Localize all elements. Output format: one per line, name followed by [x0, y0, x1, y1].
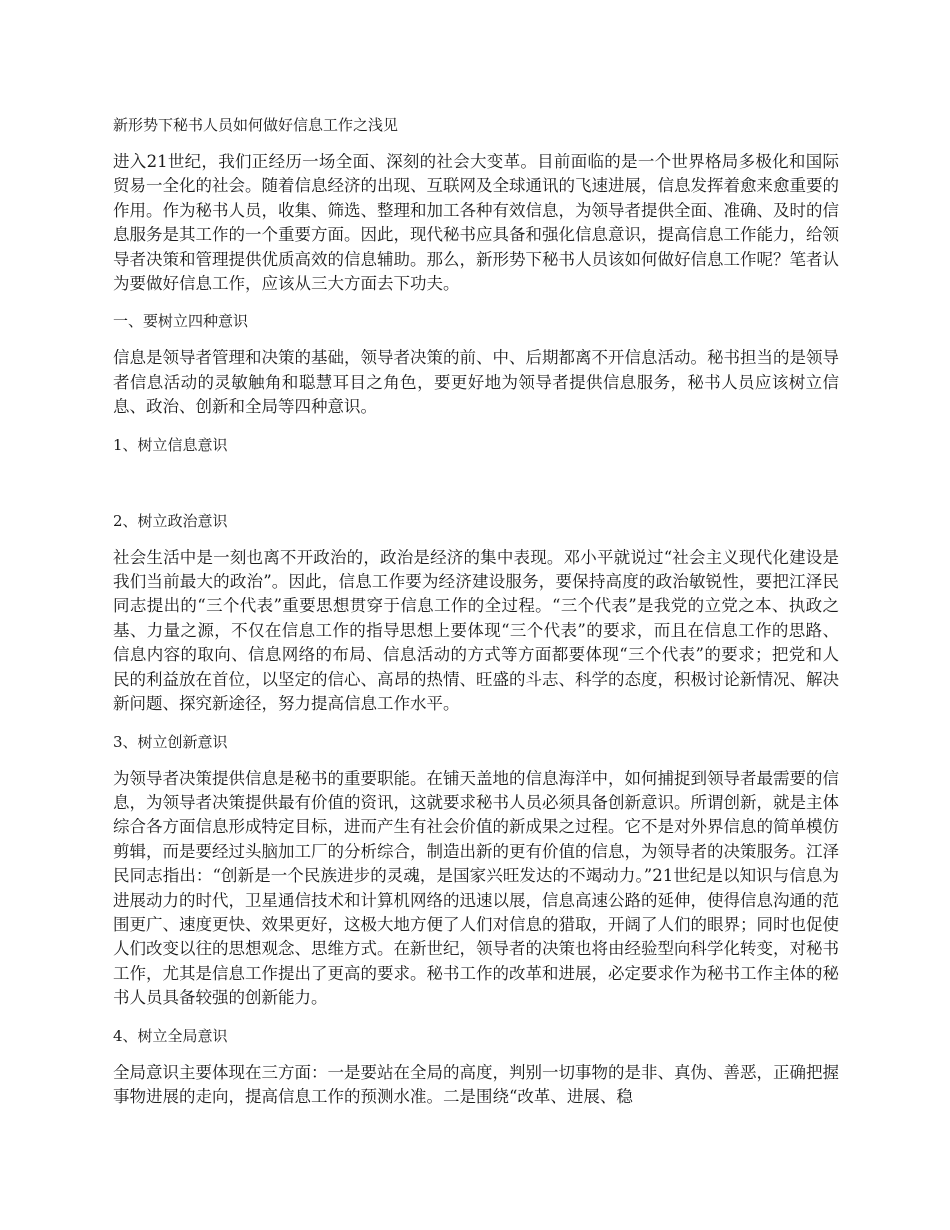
sub1-heading: 1、树立信息意识 — [113, 435, 228, 454]
section1-heading: 一、要树立四种意识 — [113, 312, 249, 331]
document-page — [113, 114, 839, 1123]
sub3-paragraph: 为领导者决策提供信息是秘书的重要职能。在铺天盖地的信息海洋中，如何捕捉到领导者最需要的信息，为领导者决策提供最有价值的资讯，这就要求秘书人员必须具备创新意识。所谓创新，就是主体综合各方面信息形成特定目标，进而产生有社会价值的新成果之过程。它不是对外界信息的简单模仿剪辑，而是要经过头脑加工厂的分析综合，制造出新的更有价值的信息，为领导者的决策服务。江泽民同志指出：“创新是一个民族进步的灵魂，是国家兴旺发达的不竭动力。”21世纪是以知识与信息为进展动力的时代，卫星通信技术和计算机网络的迅速以展，信息高速公路的延伸，使得信息沟通的范围更广、速度更快、效果更好，这极大地方便了人们对信息的猎取，开阔了人们的眼界；同时也促使人们改变以往的思想观念、思维方式。在新世纪，领导者的决策也将由经验型向科学化转变，对秘书工作，尤其是信息工作提出了更高的要求。秘书工作的改革和进展，必定要求作为秘书工作主体的秘书人员具备较强的创新能力。 — [113, 768, 839, 1008]
empty-space — [113, 470, 839, 510]
sub3-heading: 3、树立创新意识 — [113, 732, 228, 751]
section1-paragraph: 信息是领导者管理和决策的基础，领导者决策的前、中、后期都离不开信息活动。秘书担当的是领导者信息活动的灵敏触角和聪慧耳目之角色，要更好地为领导者提供信息服务，秘书人员应该树立信息、政治、创新和全局等四种意识。 — [113, 348, 839, 417]
sub2-paragraph: 社会生活中是一刻也离不开政治的，政治是经济的集中表现。邓小平就说过“社会主义现代化建设是我们当前最大的政治”。因此，信息工作要为经济建设服务，要保持高度的政治敏锐性，要把江泽民同志提出的“三个代表”重要思想贯穿于信息工作的全过程。“三个代表”是我党的立党之本、执政之基、力量之源，不仅在信息工作的指导思想上要体现“三个代表”的要求，而且在信息工作的思路、信息内容的取向、信息网络的布局、信息活动的方式等方面都要体现“三个代表”的要求；把党和人民的利益放在首位，以坚定的信心、高昂的热情、旺盛的斗志、科学的态度，积极讨论新情况、解决新问题、探究新途径，努力提高信息工作水平。 — [113, 547, 839, 714]
document-title: 新形势下秘书人员如何做好信息工作之浅见 — [113, 116, 399, 134]
intro-paragraph: 进入21世纪，我们正经历一场全面、深刻的社会大变革。目前面临的是一个世界格局多极化和国际贸易一全化的社会。随着信息经济的出现、互联网及全球通讯的飞速进展，信息发挥着愈来愈重要的作用。作为秘书人员，收集、筛选、整理和加工各种有效信息，为领导者提供全面、准确、及时的信息服务是其工作的一个重要方面。因此，现代秘书应具备和强化信息意识，提高信息工作能力，给领导者决策和管理提供优质高效的信息辅助。那么，新形势下秘书人员该如何做好信息工作呢？笔者认为要做好信息工作，应该从三大方面去下功夫。 — [113, 152, 839, 294]
sub2-heading: 2、树立政治意识 — [113, 511, 228, 530]
sub4-heading: 4、树立全局意识 — [113, 1026, 228, 1045]
sub4-paragraph: 全局意识主要体现在三方面：一是要站在全局的高度，判别一切事物的是非、真伪、善恶，正确把握事物进展的走向，提高信息工作的预测水准。二是围绕“改革、进展、稳 — [113, 1062, 839, 1106]
